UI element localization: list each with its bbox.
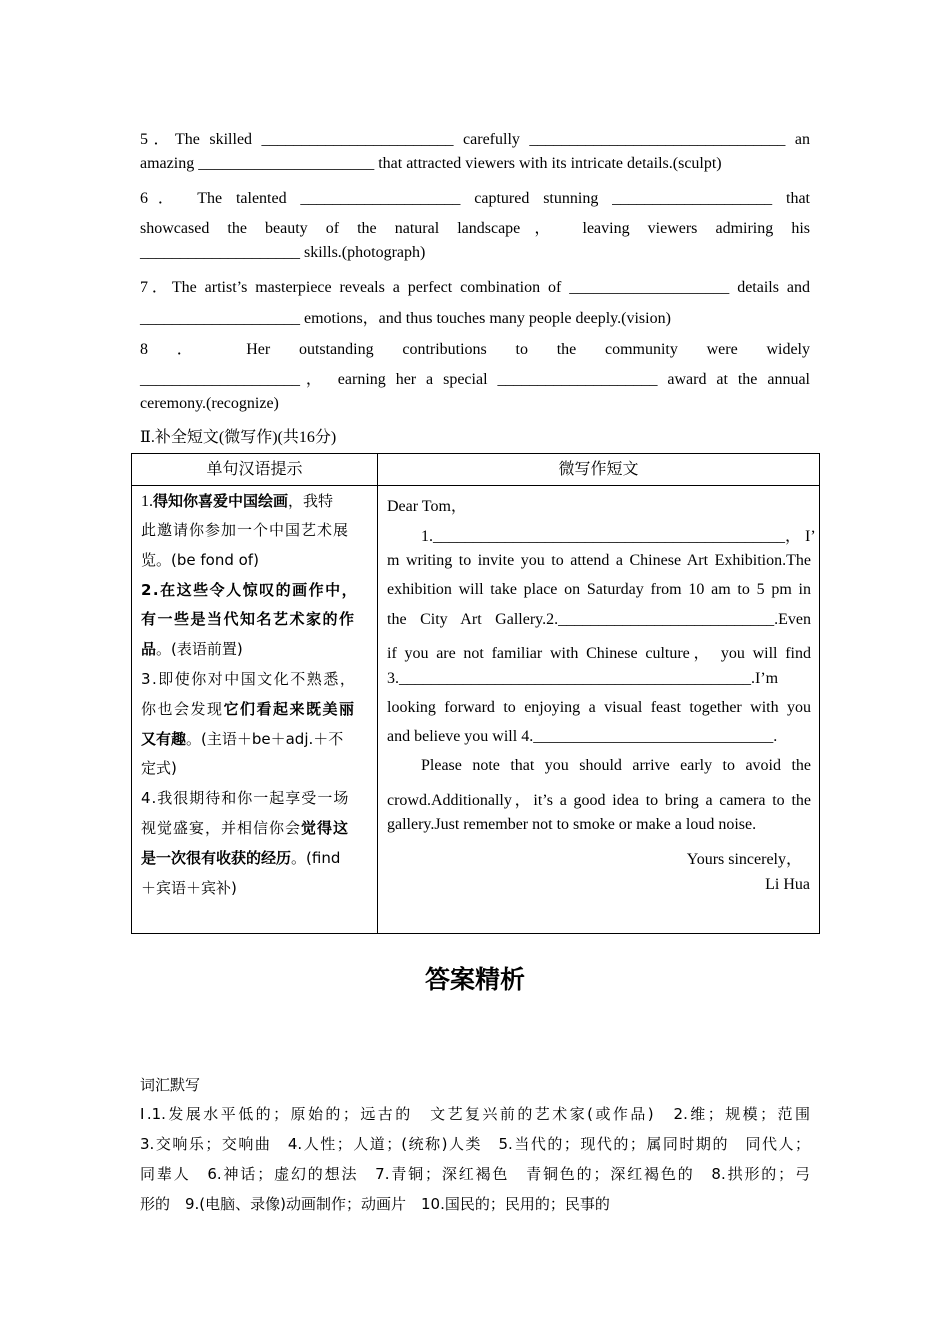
q7-line-2: ____________________ emotions，and thus touches many people deeply.(vision) [140, 310, 671, 327]
essay-line-11: crowd.Additionally，it’s a good idea to bring a camera to the [387, 792, 811, 809]
hint-4-line-1: 4.我很期待和你一起享受一场 [141, 789, 350, 807]
writing-table [131, 453, 820, 934]
essay-cell [378, 486, 820, 934]
hint-3-line-4: 定式) [141, 759, 177, 777]
essay-greeting: Dear Tom， [387, 498, 467, 515]
hint-4-line-4: ＋宾语＋宾补) [141, 879, 237, 897]
hint-2-line-2: 有一些是当代知名艺术家的作 [141, 610, 356, 628]
hint-1-line-3: 览。(be fond of) [141, 551, 259, 569]
q6-line-3: ____________________ skills.(photograph) [140, 244, 426, 261]
hint-3-line-1: 3.即使你对中国文化不熟悉， [141, 670, 357, 688]
q7-line-1: 7．The artist’s masterpiece reveals a perfect combination of ____________________ details and [140, 279, 810, 296]
q5-line-1: 5．The skilled ________________________ carefully ________________________________ an [140, 131, 810, 148]
q5-line-2: amazing ______________________ that attracted viewers with its intricate details.(sculpt) [140, 155, 722, 172]
answers-line-4: 形的 9.(电脑、录像)动画制作；动画片 10.国民的；民用的；民事的 [140, 1195, 610, 1213]
essay-line-10: Please note that you should arrive early to avoid the [421, 757, 811, 774]
essay-line-12: gallery.Just remember not to smoke or make a loud noise. [387, 816, 757, 833]
essay-signature: Li Hua [765, 876, 810, 893]
hint-3-line-2: 你也会发现它们看起来既美丽 [141, 700, 356, 718]
hints-cell [132, 486, 378, 934]
essay-line-9: and believe you will 4.______________________________. [387, 728, 778, 745]
q8-line-2: ____________________， earning her a special ____________________ award at the annual [140, 371, 810, 388]
hint-4-line-2: 视觉盛宴，并相信你会觉得这 [141, 819, 350, 837]
hint-3-line-3: 又有趣。(主语＋be＋adj.＋不 [141, 730, 344, 748]
answers-heading: 答案精析 [424, 965, 525, 994]
essay-line-5: the City Art Gallery.2.___________________________.Even [387, 611, 811, 628]
essay-closing: Yours sincerely， [686, 851, 802, 868]
essay-line-4: exhibition will take place on Saturday from 10 am to 5 pm in [387, 581, 811, 598]
answers-line-2: 3.交响乐；交响曲 4.人性；人道；(统称)人类 5.当代的；现代的；属同时期的 同代人； [140, 1135, 810, 1153]
hint-2-line-3: 品。(表语前置) [141, 640, 243, 658]
essay-line-7: 3.____________________________________________.I’m [387, 670, 779, 687]
q6-line-1: 6． The talented ____________________ captured stunning ____________________ that [140, 190, 810, 207]
hint-4-line-3: 是一次很有收获的经历。(find [141, 849, 341, 867]
section-title: Ⅱ.补全短文(微写作)(共16分) [140, 429, 337, 446]
hint-2-line-1: 2.在这些令人惊叹的画作中， [141, 581, 359, 599]
essay-line-2: 1.____________________________________________， I’ [421, 528, 816, 545]
q6-line-2: showcased the beauty of the natural landscape， leaving viewers admiring his [140, 220, 810, 237]
essay-line-6: if you are not familiar with Chinese culture， you will find [387, 645, 811, 662]
answers-subtitle: 词汇默写 [140, 1076, 201, 1094]
essay-line-3: m writing to invite you to attend a Chinese Art Exhibition.The [387, 552, 811, 569]
q8-line-1: 8 ． Her outstanding contributions to the community were widely [140, 341, 810, 358]
answers-line-3: 同辈人 6.神话；虚幻的想法 7.青铜；深红褐色 青铜色的；深红褐色的 8.拱形的；弓 [140, 1165, 810, 1183]
header-hints: 单句汉语提示 [132, 454, 378, 486]
essay-line-8: looking forward to enjoying a visual feast together with you [387, 699, 811, 716]
q8-line-3: ceremony.(recognize) [140, 395, 279, 412]
hint-1-line-2: 此邀请你参加一个中国艺术展 [141, 521, 350, 539]
header-essay: 微写作短文 [378, 454, 820, 486]
hint-1-line-1: 1.得知你喜爱中国绘画，我特 [141, 492, 334, 510]
answers-line-1: Ⅰ.1.发展水平低的；原始的；远古的 文艺复兴前的艺术家(或作品) 2.维；规模；范围 [140, 1105, 810, 1123]
